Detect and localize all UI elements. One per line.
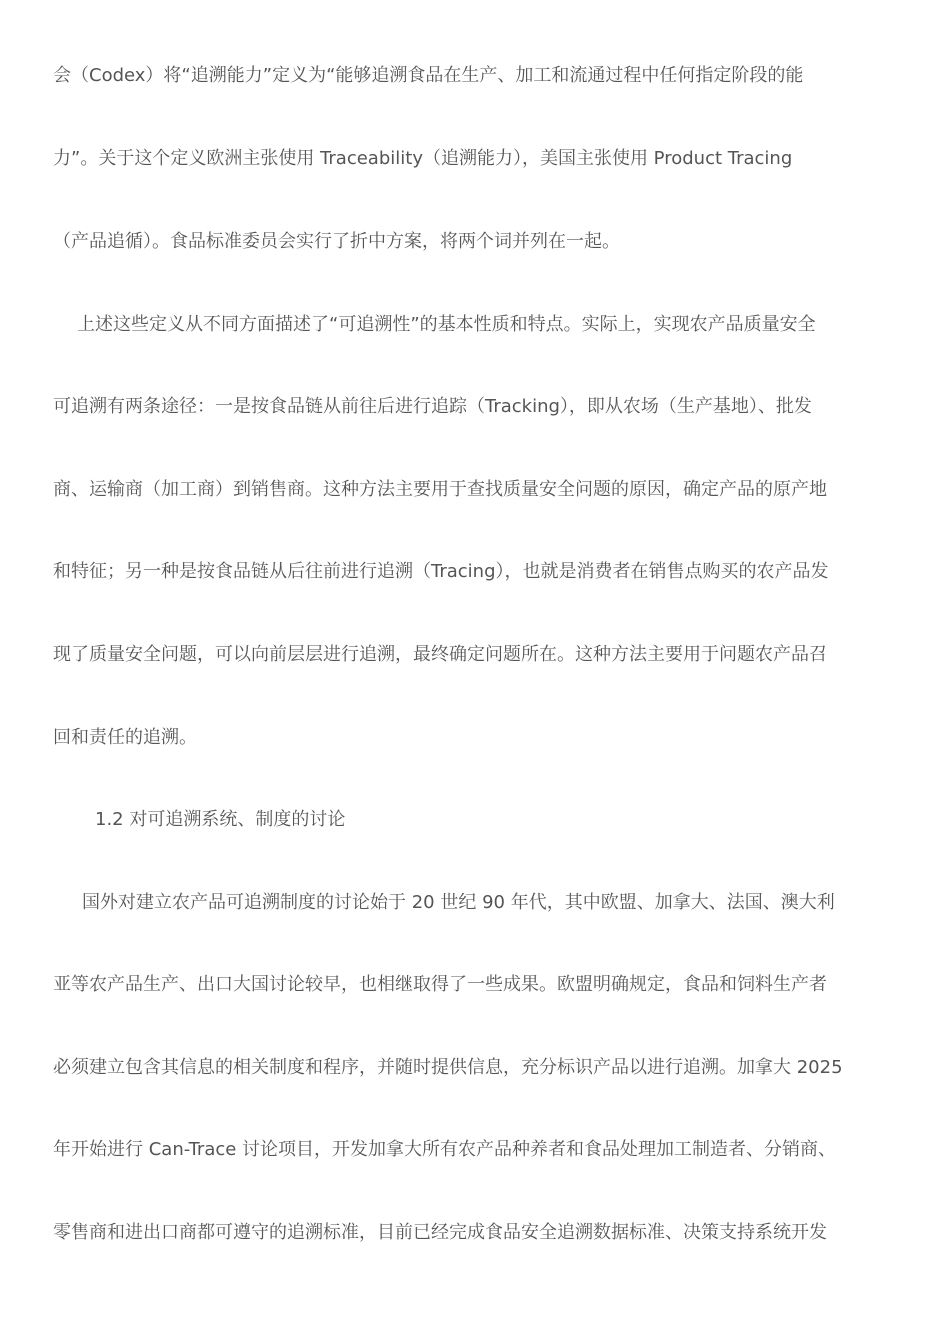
text-line-8: 现了质量安全问题，可以向前层层进行追溯，最终确定问题所在。这种方法主要用于问题农产品召 [53,644,827,665]
text-line-1: 会（Codex）将“追溯能力”定义为“能够追溯食品在生产、加工和流通过程中任何指定阶段的能 [53,65,804,86]
text-line-5: 可追溯有两条途径：一是按食品链从前往后进行追踪（Tracking），即从农场（生产基地）、批发 [53,396,812,417]
text-line-15: 零售商和进出口商都可遵守的追溯标准，目前已经完成食品安全追溯数据标准、决策支持系统开发 [53,1222,827,1243]
text-line-2: 力”。关于这个定义欧洲主张使用 Traceability（追溯能力），美国主张使用 Product Tracing [53,148,793,169]
text-line-9: 回和责任的追溯。 [53,727,197,748]
paragraph-start-line: 国外对建立农产品可追溯制度的讨论始于 20 世纪 90 年代，其中欧盟、加拿大、法国、澳大利 [82,892,835,913]
text-line-7: 和特征；另一种是按食品链从后往前进行追溯（Tracing），也就是消费者在销售点购买的农产品发 [53,561,829,582]
text-line-12: 亚等农产品生产、出口大国讨论较早，也相继取得了一些成果。欧盟明确规定，食品和饲料生产者 [53,974,827,995]
text-line-14: 年开始进行 Can-Trace 讨论项目，开发加拿大所有农产品种养者和食品处理加工制造者、分销商、 [53,1139,837,1160]
section-heading: 1.2 对可追溯系统、制度的讨论 [95,809,346,830]
text-line-13: 必须建立包含其信息的相关制度和程序，并随时提供信息，充分标识产品以进行追溯。加拿大 2025 [53,1057,843,1078]
paragraph-start-line: 上述这些定义从不同方面描述了“可追溯性”的基本性质和特点。实际上，实现农产品质量安全 [77,314,816,335]
text-line-6: 商、运输商（加工商）到销售商。这种方法主要用于查找质量安全问题的原因，确定产品的原产地 [53,479,827,500]
text-line-3: （产品追循）。食品标准委员会实行了折中方案，将两个词并列在一起。 [53,231,620,252]
